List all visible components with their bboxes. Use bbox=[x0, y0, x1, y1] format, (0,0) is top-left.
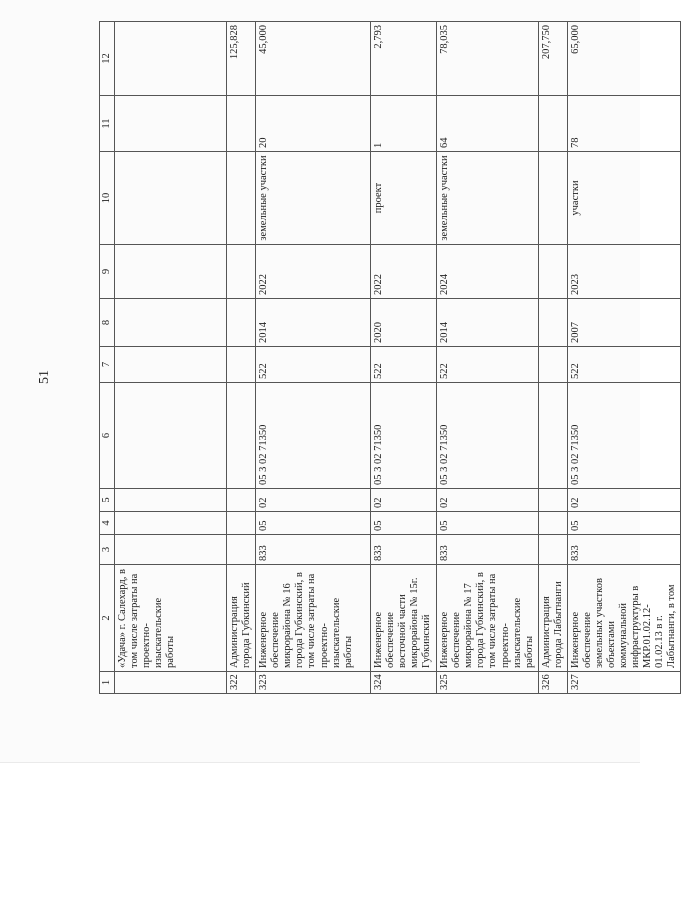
header-cell: 3 bbox=[100, 535, 115, 565]
table-cell-c1 bbox=[115, 672, 227, 694]
table-cell-c7 bbox=[538, 347, 567, 383]
table-cell-c1: 324 bbox=[371, 672, 437, 694]
header-cell: 12 bbox=[100, 22, 115, 96]
table-row bbox=[371, 22, 437, 694]
table-cell-c12: 45,000 bbox=[256, 22, 371, 96]
table-cell-c12: 78,035 bbox=[437, 22, 539, 96]
table-cell-c12: 2,793 bbox=[371, 22, 437, 96]
table-cell-c7 bbox=[227, 347, 256, 383]
table-cell-c4: 05 bbox=[371, 512, 437, 535]
table-cell-c2: Администрация города Губкинский bbox=[227, 565, 256, 672]
table-cell-c10 bbox=[115, 152, 227, 245]
rotated-table-container bbox=[99, 22, 678, 694]
table-cell-c11 bbox=[115, 96, 227, 152]
table-cell-c6: 05 3 02 71350 bbox=[256, 383, 371, 489]
table-cell-c12: 207,750 bbox=[538, 22, 567, 96]
table-cell-c10 bbox=[538, 152, 567, 245]
table-cell-c10: земельные участки bbox=[256, 152, 371, 245]
table-cell-c8: 2007 bbox=[567, 299, 681, 347]
table-cell-c6 bbox=[538, 383, 567, 489]
table-cell-c11: 20 bbox=[256, 96, 371, 152]
table-cell-c6 bbox=[227, 383, 256, 489]
header-cell: 2 bbox=[100, 565, 115, 672]
table-cell-c5 bbox=[538, 489, 567, 512]
table-cell-c2: Администрация города Лабытнанги bbox=[538, 565, 567, 672]
table-cell-c8 bbox=[115, 299, 227, 347]
table-cell-c12: 125,828 bbox=[227, 22, 256, 96]
header-cell: 10 bbox=[100, 152, 115, 245]
budget-table bbox=[99, 21, 681, 694]
table-cell-c9: 2022 bbox=[371, 245, 437, 299]
table-cell-c10: земельные участки bbox=[437, 152, 539, 245]
table-cell-c1: 323 bbox=[256, 672, 371, 694]
table-cell-c6: 05 3 02 71350 bbox=[437, 383, 539, 489]
table-cell-c9 bbox=[227, 245, 256, 299]
table-cell-c9: 2023 bbox=[567, 245, 681, 299]
table-cell-c3 bbox=[115, 535, 227, 565]
table-cell-c9: 2022 bbox=[256, 245, 371, 299]
header-cell: 1 bbox=[100, 672, 115, 694]
header-cell: 11 bbox=[100, 96, 115, 152]
table-cell-c5: 02 bbox=[437, 489, 539, 512]
table-cell-c1: 327 bbox=[567, 672, 681, 694]
table-row bbox=[256, 22, 371, 694]
table-cell-c10: проект bbox=[371, 152, 437, 245]
table-row bbox=[567, 22, 681, 694]
table-cell-c8 bbox=[538, 299, 567, 347]
table-cell-c4 bbox=[227, 512, 256, 535]
table-cell-c7 bbox=[115, 347, 227, 383]
table-cell-c1: 322 bbox=[227, 672, 256, 694]
table-cell-c4: 05 bbox=[256, 512, 371, 535]
table-cell-c7: 522 bbox=[371, 347, 437, 383]
table-cell-c11 bbox=[227, 96, 256, 152]
table-cell-c5: 02 bbox=[256, 489, 371, 512]
table-cell-c5: 02 bbox=[371, 489, 437, 512]
table-cell-c3 bbox=[538, 535, 567, 565]
table-cell-c10: участки bbox=[567, 152, 681, 245]
table-cell-c9: 2024 bbox=[437, 245, 539, 299]
table-cell-c3: 833 bbox=[567, 535, 681, 565]
table-cell-c5: 02 bbox=[567, 489, 681, 512]
table-cell-c7: 522 bbox=[437, 347, 539, 383]
table-cell-c3 bbox=[227, 535, 256, 565]
table-cell-c8: 2014 bbox=[437, 299, 539, 347]
table-cell-c11: 1 bbox=[371, 96, 437, 152]
page-number: 51 bbox=[37, 370, 52, 384]
header-cell: 6 bbox=[100, 383, 115, 489]
table-cell-c11: 64 bbox=[437, 96, 539, 152]
header-cell: 9 bbox=[100, 245, 115, 299]
table-cell-c2: Инженерное обеспечение микрорайона № 16 города Губкинский, в том числе затраты на проектно-изыскательские работы bbox=[256, 565, 371, 672]
table-cell-c2: Инженерное обеспечение микрорайона № 17 города Губкинский, в том числе затраты на проектно-изыскательские работы bbox=[437, 565, 539, 672]
table-cell-c3: 833 bbox=[256, 535, 371, 565]
table-cell-c5 bbox=[115, 489, 227, 512]
table-cell-c5 bbox=[227, 489, 256, 512]
header-cell: 5 bbox=[100, 489, 115, 512]
table-cell-c6: 05 3 02 71350 bbox=[371, 383, 437, 489]
table-cell-c4 bbox=[538, 512, 567, 535]
table-cell-c12 bbox=[115, 22, 227, 96]
table-cell-c4: 05 bbox=[567, 512, 681, 535]
header-cell: 8 bbox=[100, 299, 115, 347]
page-margin-area bbox=[0, 762, 640, 906]
table-cell-c9 bbox=[115, 245, 227, 299]
table-cell-c1: 326 bbox=[538, 672, 567, 694]
table-cell-c8: 2014 bbox=[256, 299, 371, 347]
table-row bbox=[115, 22, 227, 694]
table-cell-c7: 522 bbox=[567, 347, 681, 383]
table-cell-c6 bbox=[115, 383, 227, 489]
table-cell-c8 bbox=[227, 299, 256, 347]
table-cell-c11 bbox=[538, 96, 567, 152]
table-cell-c11: 78 bbox=[567, 96, 681, 152]
table-cell-c8: 2020 bbox=[371, 299, 437, 347]
header-cell: 7 bbox=[100, 347, 115, 383]
table-cell-c1: 325 bbox=[437, 672, 539, 694]
table-row bbox=[437, 22, 539, 694]
header-cell: 4 bbox=[100, 512, 115, 535]
table-cell-c4 bbox=[115, 512, 227, 535]
table-cell-c2: «Удача» г. Салехард, в том числе затраты на проектно-изыскательские работы bbox=[115, 565, 227, 672]
table-cell-c2: Инженерное обеспечение восточной части микрорайона № 15г. Губкинский bbox=[371, 565, 437, 672]
table-row bbox=[227, 22, 256, 694]
table-cell-c3: 833 bbox=[437, 535, 539, 565]
header-row bbox=[100, 22, 115, 694]
table-cell-c2: Инженерное обеспечение земельных участков объектами коммунальной инфраструктуры в МКР.01.02.12-01.02.13 в г. Лабытнанги, в том bbox=[567, 565, 681, 672]
table-cell-c7: 522 bbox=[256, 347, 371, 383]
table-cell-c3: 833 bbox=[371, 535, 437, 565]
table-cell-c6: 05 3 02 71350 bbox=[567, 383, 681, 489]
table-cell-c12: 65,000 bbox=[567, 22, 681, 96]
table-row bbox=[538, 22, 567, 694]
table-cell-c10 bbox=[227, 152, 256, 245]
table-cell-c9 bbox=[538, 245, 567, 299]
table-cell-c4: 05 bbox=[437, 512, 539, 535]
